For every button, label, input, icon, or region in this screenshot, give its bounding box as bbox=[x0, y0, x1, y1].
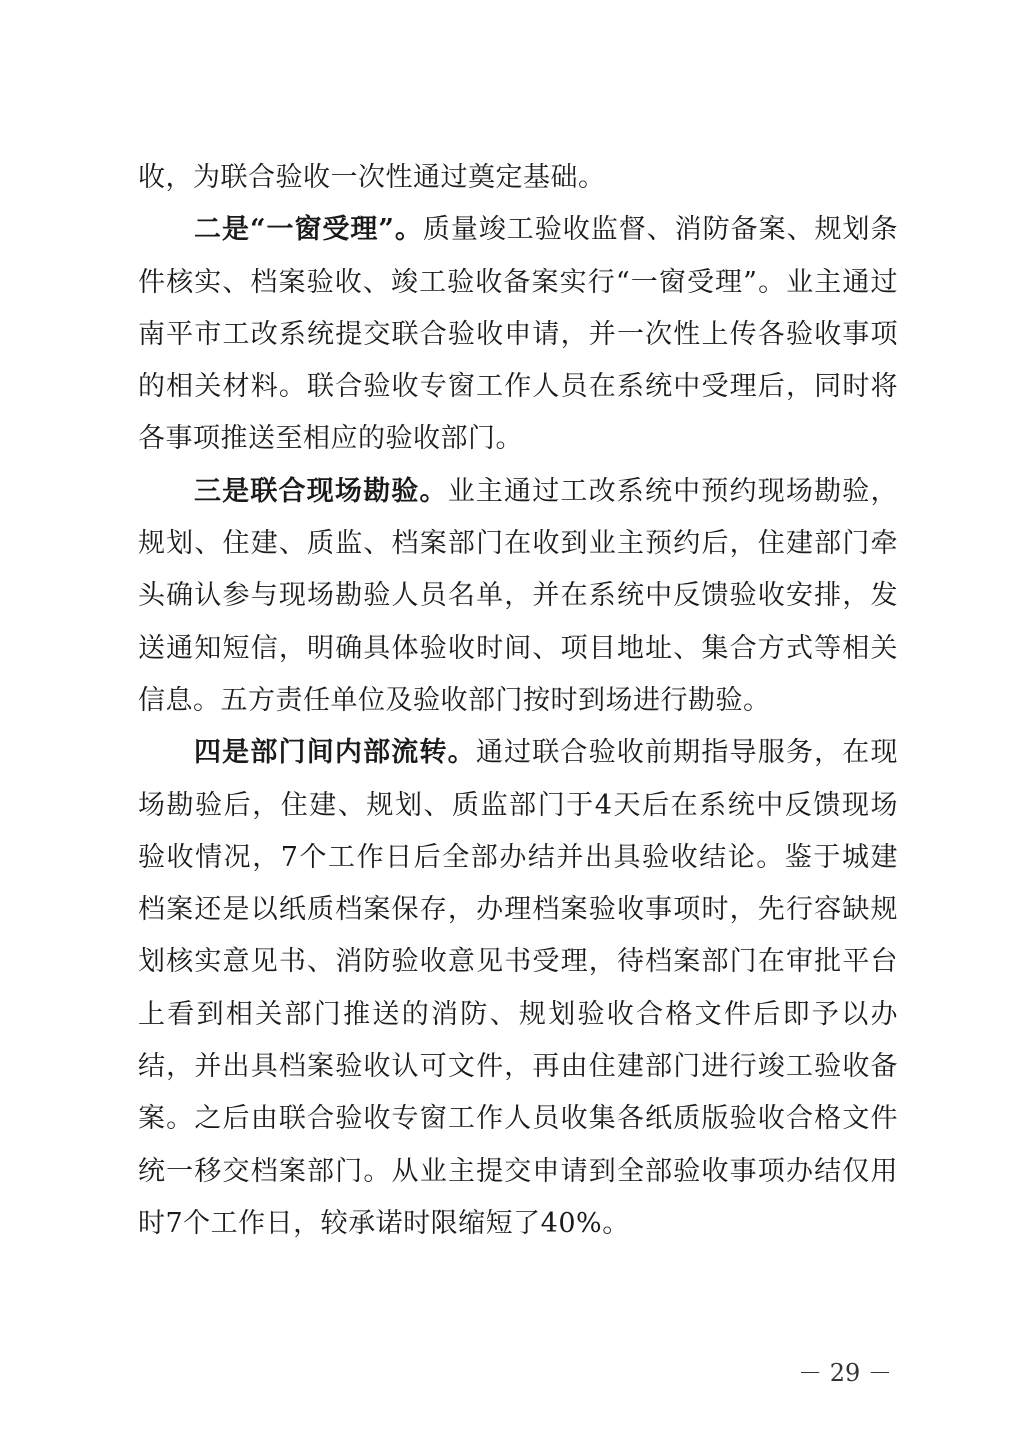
paragraph-1-text: 收，为联合验收一次性通过奠定基础。 bbox=[138, 162, 606, 193]
paragraph-3-lead: 三是联合现场勘验。 bbox=[194, 475, 448, 507]
paragraph-2 bbox=[138, 204, 898, 465]
paragraph-3-text: 业主通过工改系统中预约现场勘验，规划、住建、质监、档案部门在收到业主预约后，住建部门牵头确认参与现场勘验人员名单，并在系统中反馈验收安排，发送通知短信，明确具体验收时间、项目地址、集合方式等相关信息。五方责任单位及验收部门按时到场进行勘验。 bbox=[138, 475, 898, 716]
paragraph-4 bbox=[138, 727, 898, 1250]
paragraph-4-lead: 四是部门间内部流转。 bbox=[194, 737, 476, 769]
paragraph-4-text: 通过联合验收前期指导服务，在现场勘验后，住建、规划、质监部门于4天后在系统中反馈现场验收情况，7个工作日后全部办结并出具验收结论。鉴于城建档案还是以纸质档案保存，办理档案验收事项时，先行容缺规划核实意见书、消防验收意见书受理，待档案部门在审批平台上看到相关部门推送的消防、规划验收合格文件后即予以办结，并出具档案验收认可文件，再由住建部门进行竣工验收备案。之后由联合验收专窗工作人员收集各纸质版验收合格文件统一移交档案部门。从业主提交申请到全部验收事项办结仅用时7个工作日，较承诺时限缩短了40%。 bbox=[138, 737, 898, 1239]
paragraph-1 bbox=[138, 152, 898, 204]
document-body bbox=[138, 152, 898, 1250]
paragraph-2-text: 质量竣工验收监督、消防备案、规划条件核实、档案验收、竣工验收备案实行“一窗受理”。业主通过南平市工改系统提交联合验收申请，并一次性上传各验收事项的相关材料。联合验收专窗工作人员在系统中受理后，同时将各事项推送至相应的验收部门。 bbox=[138, 214, 898, 455]
paragraph-3 bbox=[138, 466, 898, 727]
paragraph-2-lead: 二是“一窗受理”。 bbox=[194, 214, 423, 246]
page-number: － 29 － bbox=[798, 1359, 892, 1387]
